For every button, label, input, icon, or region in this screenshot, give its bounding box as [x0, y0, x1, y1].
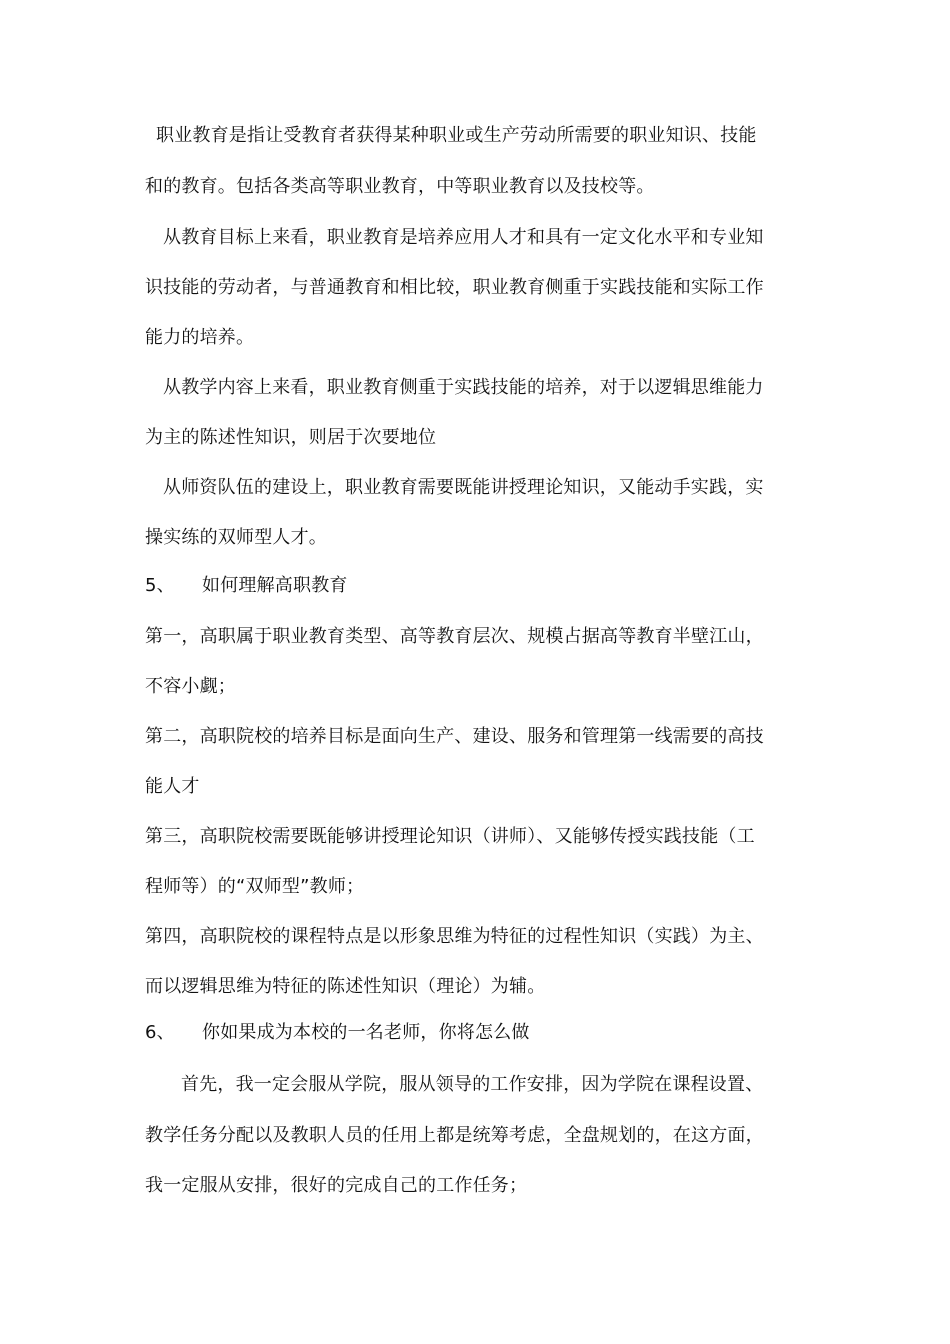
text-line: 为主的陈述性知识，则居于次要地位	[145, 427, 437, 448]
question-title: 如何理解高职教育	[202, 575, 348, 596]
text-line: 程师等）的“双师型”教师；	[145, 876, 365, 897]
text-line: 能力的培养。	[145, 327, 255, 348]
text-line: 识技能的劳动者，与普通教育和相比较，职业教育侧重于实践技能和实际工作	[145, 277, 764, 298]
text-line: 第四，高职院校的课程特点是以形象思维为特征的过程性知识（实践）为主、	[145, 926, 764, 947]
paragraph-vocational-education-definition	[145, 125, 805, 147]
text-line: 而以逻辑思维为特征的陈述性知识（理论）为辅。	[145, 976, 546, 997]
text-line: 我一定服从安排，很好的完成自己的工作任务；	[145, 1175, 528, 1196]
text-line: 不容小觑；	[145, 676, 236, 697]
text-line: 教学任务分配以及教职人员的任用上都是统筹考虑，全盘规划的，在这方面，	[145, 1125, 764, 1146]
text-line: 第二，高职院校的培养目标是面向生产、建设、服务和管理第一线需要的高技	[145, 726, 764, 747]
text-line: 从师资队伍的建设上，职业教育需要既能讲授理论知识，又能动手实践，实	[163, 477, 764, 498]
question-number: 6、	[145, 1022, 175, 1043]
question-heading-6	[145, 1022, 805, 1044]
text-line: 从教育目标上来看，职业教育是培养应用人才和具有一定文化水平和专业知	[163, 227, 764, 248]
text-line: 职业教育是指让受教育者获得某种职业或生产劳动所需要的职业知识、技能	[156, 125, 757, 146]
text-line: 第三，高职院校需要既能够讲授理论知识（讲师）、又能够传授实践技能（工	[145, 826, 755, 847]
text-line: 操实练的双师型人才。	[145, 527, 327, 548]
question-number: 5、	[145, 575, 175, 596]
paragraph-answer-6	[145, 1074, 805, 1096]
question-heading-5	[145, 575, 805, 597]
question-title: 你如果成为本校的一名老师，你将怎么做	[202, 1022, 530, 1043]
paragraph-teacher-team	[145, 477, 805, 499]
paragraph-education-goal	[145, 227, 805, 249]
paragraph-teaching-content	[145, 377, 805, 399]
text-line: 从教学内容上来看，职业教育侧重于实践技能的培养，对于以逻辑思维能力	[163, 377, 764, 398]
text-line: 能人才	[145, 776, 200, 797]
text-line: 首先，我一定会服从学院，服从领导的工作安排，因为学院在课程设置、	[181, 1074, 764, 1095]
text-line: 第一，高职属于职业教育类型、高等教育层次、规模占据高等教育半壁江山，	[145, 626, 764, 647]
text-line: 和的教育。包括各类高等职业教育，中等职业教育以及技校等。	[145, 176, 655, 197]
